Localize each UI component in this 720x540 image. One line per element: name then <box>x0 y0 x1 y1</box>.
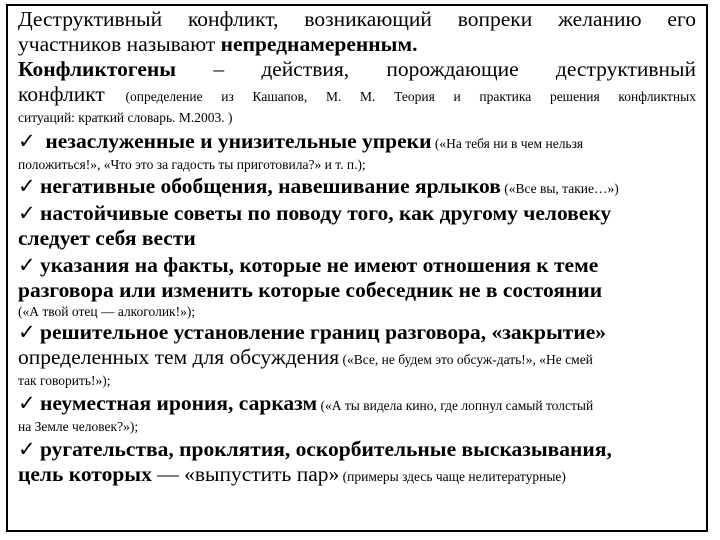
intro-text: конфликт <box>18 82 126 106</box>
list-item <box>18 320 696 389</box>
item-title: следует себя вести <box>18 226 196 250</box>
list-item <box>18 174 696 201</box>
item-example: так говорить!»); <box>18 373 111 388</box>
intro-text: участников называют <box>18 32 221 56</box>
item-title: определенных тем для обсуждения <box>18 345 340 369</box>
checkmark-icon: ✓ <box>18 201 36 225</box>
item-example: («А твой отец — алкоголик!»); <box>18 304 196 319</box>
intro-line-4 <box>18 82 696 109</box>
checkmark-icon: ✓ <box>18 129 36 153</box>
item-example: (примеры здесь чаще нелитературные) <box>339 469 566 484</box>
item-example: положиться!», «Что это за гадость ты приготовила?» и т. п.); <box>18 157 366 172</box>
intro-line-2 <box>18 32 696 57</box>
item-text: — «выпустить пар» <box>151 462 340 486</box>
item-title: разговора или изменить которые собеседник не в состоянии <box>18 278 603 302</box>
item-title: указания на факты, которые не имеют отношения к теме <box>40 253 599 277</box>
list-item <box>18 201 696 251</box>
intro-line-3 <box>18 57 696 82</box>
item-title: настойчивые советы по поводу того, как другому человеку <box>40 201 612 225</box>
slide <box>6 4 708 532</box>
item-title: цель которых <box>18 462 152 486</box>
item-example: на Земле человек?»); <box>18 419 139 434</box>
list-item <box>18 253 696 320</box>
intro-text: Деструктивный конфликт, возникающий вопреки желанию его <box>18 7 696 31</box>
checkmark-icon: ✓ <box>18 391 36 415</box>
list-item <box>18 391 696 435</box>
item-title: негативные обобщения, навешивание ярлыков <box>40 174 501 198</box>
term-conflictogens: Конфликтогены <box>18 57 177 81</box>
item-title: решительное установление границ разговора, «закрытие» <box>40 320 607 344</box>
checkmark-icon: ✓ <box>18 253 36 277</box>
term-unintentional: непреднамеренным. <box>220 32 418 56</box>
intro-line-5 <box>18 109 696 126</box>
item-example: («Все вы, такие…») <box>500 181 619 196</box>
item-example: («А ты видела кино, где лопнул самый толстый <box>317 398 594 413</box>
checkmark-icon: ✓ <box>18 320 36 344</box>
definition-source: ситуаций: краткий словарь. М.2003. ) <box>18 110 233 125</box>
item-title: ругательства, проклятия, оскорбительные высказывания, <box>40 437 612 461</box>
item-example: («На тебя ни в чем нельзя <box>431 136 584 151</box>
intro-line-1 <box>18 7 696 32</box>
list-item <box>18 437 696 489</box>
item-title: неуместная ирония, сарказм <box>40 391 318 415</box>
list-item <box>18 129 696 173</box>
definition-source: (определение из Кашапов, М. М. Теория и практика решения конфликтных <box>125 89 696 104</box>
checkmark-icon: ✓ <box>18 437 36 461</box>
item-title: незаслуженные и унизительные упреки <box>40 129 432 153</box>
item-example: («Все, не будем это обсуж-дать!», «Не смей <box>339 352 593 367</box>
checkmark-icon: ✓ <box>18 174 36 198</box>
intro-text: – действия, порождающие деструктивный <box>176 57 696 81</box>
